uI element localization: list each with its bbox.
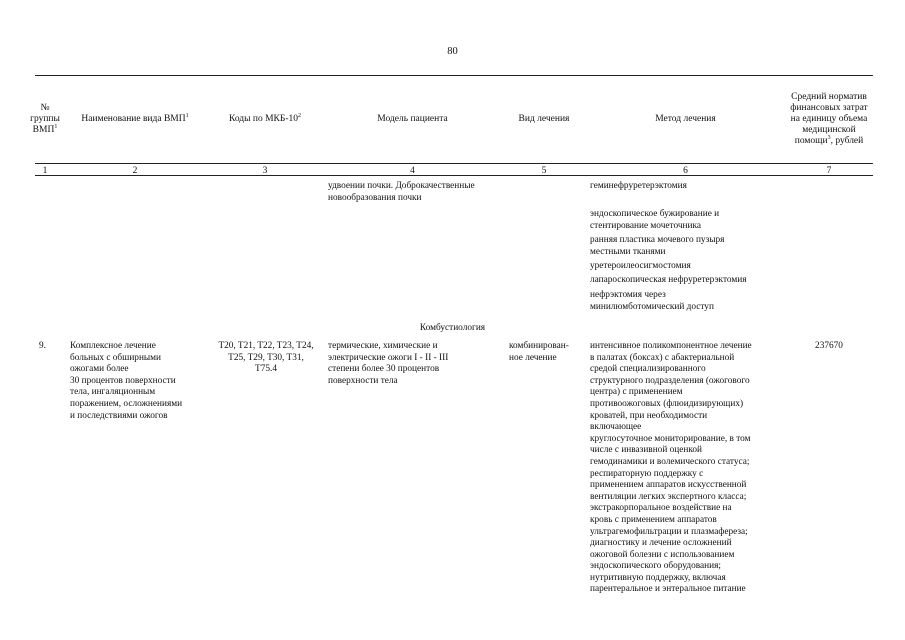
header-bottom-rule [35,163,873,164]
header-group-sup: 1 [54,123,58,130]
row-cost: 237670 [815,341,843,351]
header-cost-text: Средний норматив финансовых затрат на единицу объема медицинской помощи [790,91,868,146]
continuation-method-1: геминефруретерэктомия [590,181,687,191]
col-number-5: 5 [541,166,547,176]
continuation-method-5: лапароскопическая нефруретерэктомия [590,275,747,285]
header-type: Вид лечения [518,113,570,124]
col-number-3: 3 [262,166,268,176]
header-cost-sup: 3 [827,134,831,141]
header-group-text: № группы ВМП [30,102,60,135]
row-group-number: 9. [39,341,46,351]
header-codes-sup: 2 [298,112,302,119]
header-cost [785,77,873,161]
continuation-method-6: нефрэктомия через минилюмботомический доступ [590,290,714,312]
row-model: термические, химические и электрические ожоги I - II - III степени более 30 процентов поверхности тела [328,341,449,386]
col-number-1: 1 [42,166,48,176]
row-codes: T20, T21, T22, T23, T24, T25, T29, T30, T31, T75.4 [218,341,314,375]
col-number-6: 6 [683,166,688,176]
continuation-method-3: ранняя пластика мочевого пузыря местными тканями [590,235,725,257]
header-name [65,77,205,161]
header-name-sup: 1 [185,112,189,119]
section-title: Комбустиология [419,323,486,333]
col-number-4: 4 [410,166,415,176]
col-number-2: 2 [132,166,138,176]
table-top-rule [35,75,873,76]
header-name-text: Наименование вида ВМП [81,113,186,124]
page-number: 80 [447,46,458,57]
header-model: Модель пациента [377,113,448,124]
row-type: комбинирован- ное лечение [509,341,569,363]
header-method: Метод лечения [655,113,716,124]
header-group [30,77,60,161]
continuation-model: удвоении почки. Доброкачественные новообразования почки [328,181,475,203]
continuation-method-2: эндоскопическое бужирование и стентирование мочеточника [590,209,720,231]
continuation-method-4: уретероилеосигмостомия [590,261,691,271]
header-codes-text: Коды по МКБ-10 [228,113,299,124]
header-codes [210,77,320,161]
row-method: интенсивное поликомпонентное лечение в палатах (боксах) с абактериальной средой специализированного структурного подразделения (ожогового центра) с применением противоожоговых (флюидизирующих) кроватей, при необходимости включающее круглосуточное мониторирование, в том числе с инвазивной оценкой гемодинамики и волемического статуса; респираторную поддержку с применением аппаратов искусственной вентиляции легких экспертного класса; экстракорпоральное воздействие на кровь с применением аппаратов ультрагемофильтрации и плазмафереза; диагностику и лечение осложнений ожоговой болезни с использованием эндоскопического оборудования; нутритивную поддержку, включая парентеральное и энтеральное питание [590,341,752,595]
col-number-7: 7 [826,166,832,176]
header-cost-tail: , рублей [830,135,864,146]
row-name: Комплексное лечение больных с обширными ожогами более 30 процентов поверхности тела, ингаляционным поражением, осложнениями и последствиями ожогов [70,341,183,421]
